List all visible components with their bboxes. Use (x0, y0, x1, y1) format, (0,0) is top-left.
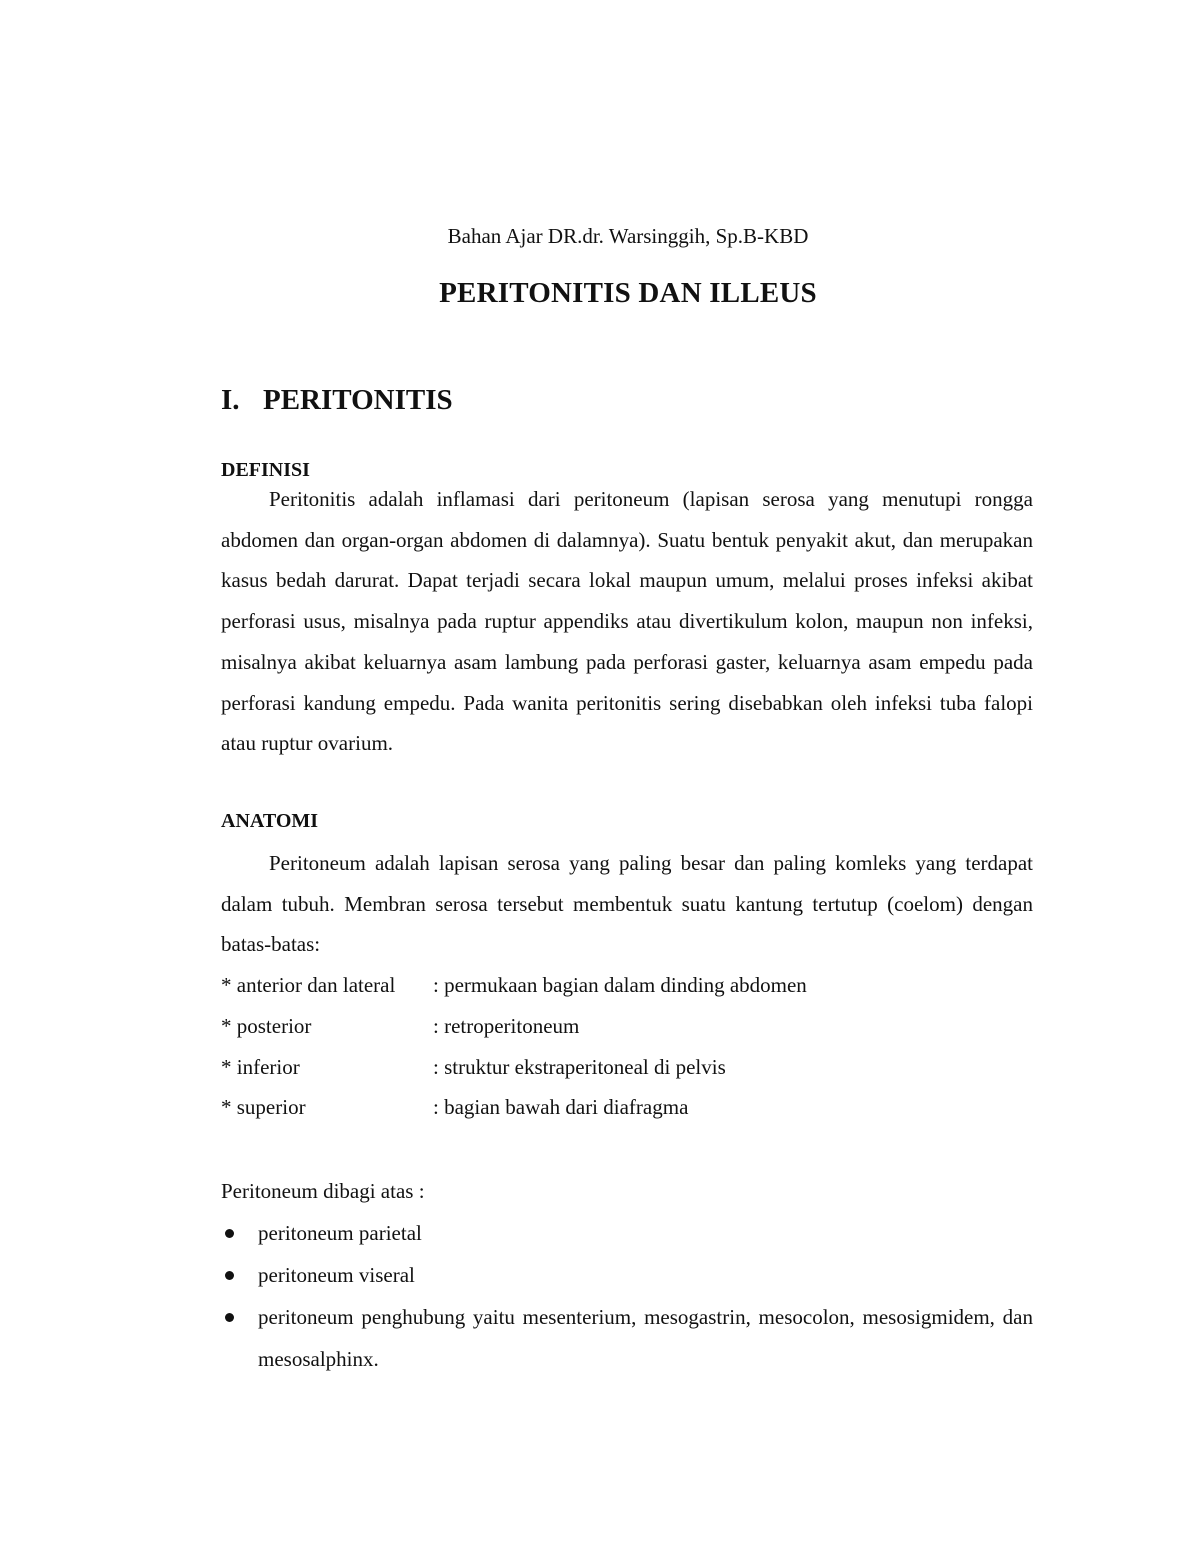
section-heading (221, 384, 453, 417)
boundary-desc: : bagian bawah dari diafragma (433, 1095, 689, 1119)
list-item-text: peritoneum parietal (258, 1221, 422, 1245)
boundary-row (221, 1087, 688, 1127)
division-intro: Peritoneum dibagi atas : (221, 1179, 425, 1203)
boundary-desc: : struktur ekstraperitoneal di pelvis (433, 1055, 726, 1079)
boundary-desc: : retroperitoneum (433, 1014, 580, 1038)
list-item (221, 1212, 1033, 1254)
author-line: Bahan Ajar DR.dr. Warsinggih, Sp.B-KBD (447, 224, 809, 248)
bullet-icon (225, 1271, 234, 1280)
anatomi-heading: ANATOMI (221, 810, 319, 832)
anatomi-paragraph: Peritoneum adalah lapisan serosa yang paling besar dan paling komleks yang terdapat dalam tubuh. Membran serosa tersebut membentuk suatu kantung tertutup (coelom) dengan batas-batas: (221, 851, 1033, 957)
division-list (221, 1212, 1033, 1380)
boundary-term: * anterior dan lateral (221, 973, 396, 997)
definisi-paragraph: Peritonitis adalah inflamasi dari peritoneum (lapisan serosa yang menutupi rongga abdomen dan organ-organ abdomen di dalamnya). Suatu bentuk penyakit akut, dan merupakan kasus bedah darurat. Dapat terjadi secara lokal maupun umum, melalui proses infeksi akibat perforasi usus, misalnya pada ruptur appendiks atau divertikulum kolon, maupun non infeksi, misalnya akibat keluarnya asam lambung pada perforasi gaster, keluarnya asam empedu pada perforasi kandung empedu. Pada wanita peritonitis sering disebabkan oleh infeksi tuba falopi atau ruptur ovarium. (221, 487, 1033, 756)
boundary-row (221, 1047, 726, 1087)
boundary-desc: : permukaan bagian dalam dinding abdomen (433, 973, 807, 997)
bullet-icon (225, 1229, 234, 1238)
boundary-term: * superior (221, 1095, 306, 1119)
boundary-term: * posterior (221, 1014, 312, 1038)
boundary-row (221, 965, 807, 1005)
document-title: PERITONITIS DAN ILLEUS (439, 277, 817, 309)
list-item-text: peritoneum penghubung yaitu mesenterium, mesogastrin, mesocolon, mesosigmidem, dan mesosalphinx. (258, 1305, 1033, 1371)
boundary-term: * inferior (221, 1055, 300, 1079)
list-item (221, 1254, 1033, 1296)
list-item-text: peritoneum viseral (258, 1263, 415, 1287)
bullet-icon (225, 1313, 234, 1322)
definisi-heading: DEFINISI (221, 459, 310, 481)
boundary-row (221, 1006, 579, 1046)
section-number: I. (221, 384, 240, 416)
section-title: PERITONITIS (263, 384, 453, 416)
list-item (221, 1296, 1033, 1380)
